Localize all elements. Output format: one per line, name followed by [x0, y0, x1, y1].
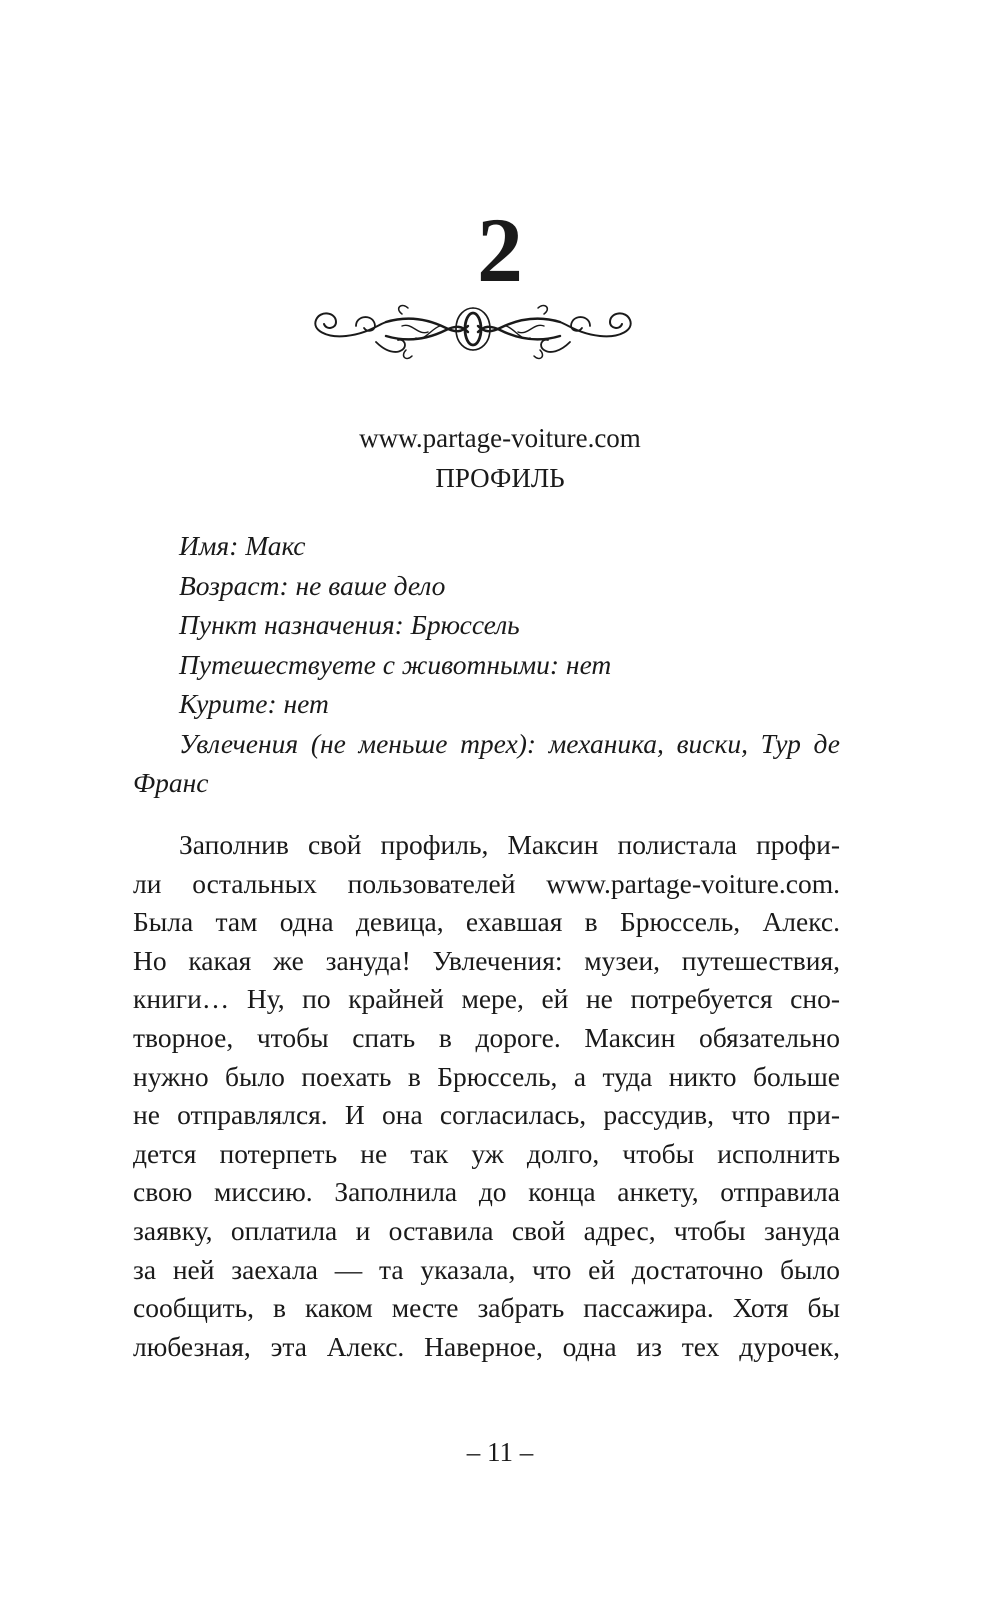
profile-field-hobbies: Увлечения (не меньше трех): механика, виски, Тур де Франс — [133, 727, 840, 798]
profile-field-destination: Пункт назначения: Брюссель — [179, 609, 520, 640]
profile-field-animals: Путешествуете с животными: нет — [179, 648, 612, 680]
body-line: не отправлялся. И она согласилась, рассудив, что при- — [133, 1099, 840, 1131]
chapter-number: 2 — [477, 199, 523, 301]
body-line: сообщить, в каком месте забрать пассажира. Хотя бы — [133, 1292, 840, 1324]
profile-field-name: Имя: Макс — [179, 530, 306, 561]
ornamental-flourish-icon — [306, 296, 640, 368]
body-line: ли остальных пользователей www.partage-voiture.com. — [133, 867, 840, 899]
body-paragraph — [133, 826, 840, 1366]
body-line: Была там одна девица, ехавшая в Брюссель, Алекс. — [133, 906, 840, 938]
body-line: нужно было поехать в Брюссель, а туда никто больше — [133, 1060, 840, 1092]
body-line: за ней заехала — та указала, что ей достаточно было — [133, 1253, 840, 1285]
body-line: Но какая же зануда! Увлечения: музеи, путешествия, — [133, 944, 840, 976]
profile-field-smoking: Курите: нет — [179, 688, 329, 719]
profile-field-age: Возраст: не ваше дело — [179, 569, 446, 601]
body-line: заявку, оплатила и оставила свой адрес, чтобы зануда — [133, 1214, 840, 1246]
body-line: творное, чтобы спать в дороге. Максин обязательно — [133, 1021, 840, 1053]
website-address: www.partage-voiture.com — [359, 423, 641, 453]
body-line: дется потерпеть не так уж долго, чтобы исполнить — [133, 1137, 840, 1169]
body-line: любезная, эта Алекс. Наверное, одна из тех дурочек, — [133, 1330, 840, 1362]
page-number: – 11 – — [466, 1437, 534, 1467]
profile-fields — [133, 526, 840, 803]
body-line: Заполнив свой профиль, Максин полистала профи- — [179, 829, 840, 860]
body-line: свою миссию. Заполнила до конца анкету, отправила — [133, 1176, 840, 1208]
section-title: ПРОФИЛЬ — [435, 463, 565, 493]
body-line: книги… Ну, по крайней мере, ей не потребуется сно- — [133, 983, 840, 1015]
chapter-header — [0, 418, 1000, 498]
